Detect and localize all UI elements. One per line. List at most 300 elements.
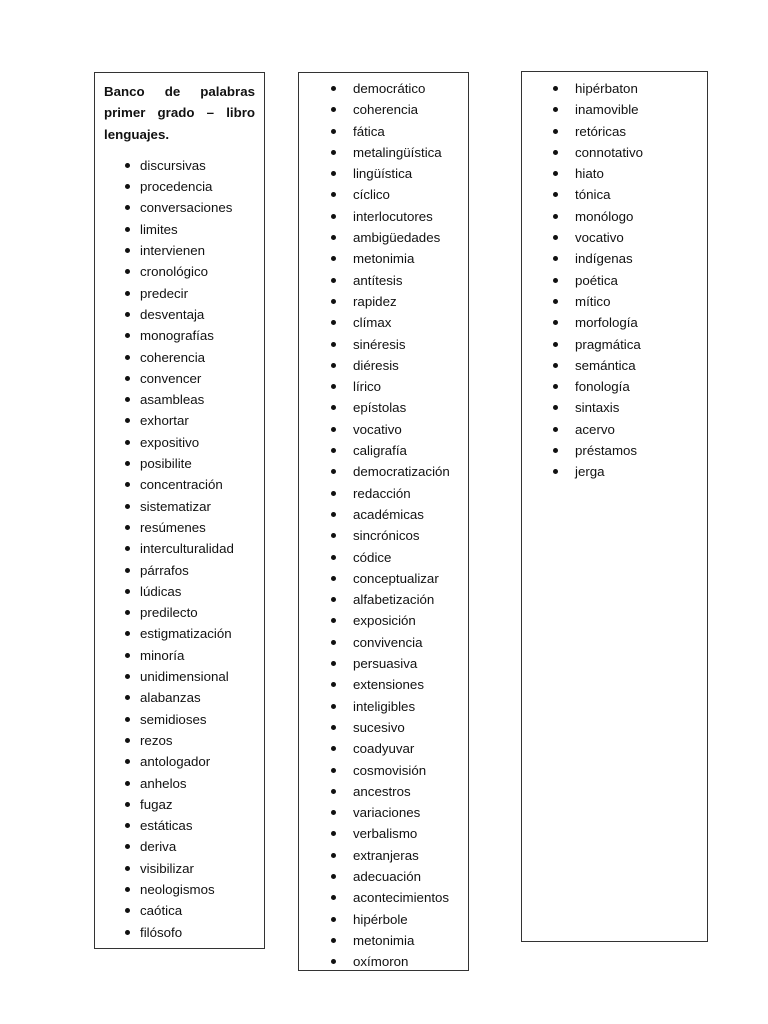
bullet-icon bbox=[331, 320, 336, 325]
word-text: alfabetización bbox=[353, 592, 435, 608]
word-list-item bbox=[299, 951, 468, 972]
word-text: vocativo bbox=[575, 230, 624, 246]
word-text: jerga bbox=[575, 464, 605, 480]
word-list-item bbox=[522, 99, 707, 120]
bullet-icon bbox=[125, 163, 130, 168]
word-text: acervo bbox=[575, 421, 615, 437]
bullet-icon bbox=[125, 568, 130, 573]
bullet-icon bbox=[125, 781, 130, 786]
bullet-icon bbox=[125, 184, 130, 189]
word-list-item bbox=[95, 836, 255, 857]
word-text: intervienen bbox=[140, 243, 206, 259]
word-list-item bbox=[95, 219, 255, 240]
bullet-icon bbox=[125, 908, 130, 913]
word-list-item bbox=[95, 453, 255, 474]
word-text: discursivas bbox=[140, 157, 206, 173]
bullet-icon bbox=[331, 342, 336, 347]
word-text: códice bbox=[353, 549, 392, 565]
bullet-icon bbox=[553, 192, 558, 197]
word-list-item bbox=[299, 802, 468, 823]
word-list-item bbox=[299, 717, 468, 738]
word-text: democrático bbox=[353, 81, 426, 96]
bullet-icon bbox=[553, 363, 558, 368]
word-list-item bbox=[299, 334, 468, 355]
bullet-icon bbox=[331, 278, 336, 283]
word-list-item bbox=[299, 78, 468, 99]
bullet-icon bbox=[331, 469, 336, 474]
bullet-icon bbox=[331, 831, 336, 836]
word-list-item bbox=[299, 866, 468, 887]
word-text: tónica bbox=[575, 187, 611, 203]
word-text: cosmovisión bbox=[353, 762, 427, 778]
word-text: metalingüística bbox=[353, 144, 442, 160]
word-list-item bbox=[95, 773, 255, 794]
word-list-item bbox=[299, 589, 468, 610]
bullet-icon bbox=[331, 853, 336, 858]
word-text: mítico bbox=[575, 293, 611, 309]
bullet-icon bbox=[553, 129, 558, 134]
word-list-item bbox=[522, 121, 707, 142]
bullet-icon bbox=[553, 278, 558, 283]
word-text: estigmatización bbox=[140, 626, 232, 642]
word-list-item bbox=[522, 461, 707, 482]
word-list-item bbox=[522, 142, 707, 163]
bullet-icon bbox=[331, 533, 336, 538]
bullet-icon bbox=[125, 333, 130, 338]
bullet-icon bbox=[331, 427, 336, 432]
word-list-item bbox=[95, 240, 255, 261]
word-text: rapidez bbox=[353, 293, 397, 309]
word-bank-column-2 bbox=[298, 72, 469, 971]
bullet-icon bbox=[331, 405, 336, 410]
bullet-icon bbox=[331, 129, 336, 134]
word-text: vocativo bbox=[353, 421, 402, 437]
bullet-icon bbox=[125, 397, 130, 402]
bullet-icon bbox=[553, 86, 558, 91]
word-list-item bbox=[299, 504, 468, 525]
word-text: procedencia bbox=[140, 179, 213, 195]
word-text: oxímoron bbox=[353, 954, 409, 970]
word-text: convencer bbox=[140, 370, 202, 386]
bullet-icon bbox=[125, 589, 130, 594]
word-list-item bbox=[522, 291, 707, 312]
bullet-icon bbox=[331, 107, 336, 112]
word-list-item bbox=[299, 99, 468, 120]
word-list-item bbox=[95, 687, 255, 708]
word-list-item bbox=[522, 163, 707, 184]
bullet-icon bbox=[331, 640, 336, 645]
word-list-item bbox=[522, 78, 707, 99]
word-list-item bbox=[95, 325, 255, 346]
word-text: variaciones bbox=[353, 805, 421, 821]
word-list-item bbox=[299, 440, 468, 461]
bullet-icon bbox=[553, 469, 558, 474]
bullet-icon bbox=[331, 384, 336, 389]
word-text: interculturalidad bbox=[140, 541, 234, 557]
word-text: metonimia bbox=[353, 932, 415, 948]
word-list-item bbox=[299, 781, 468, 802]
bullet-icon bbox=[331, 874, 336, 879]
word-list-item bbox=[95, 751, 255, 772]
word-list-item bbox=[299, 823, 468, 844]
word-text: unidimensional bbox=[140, 669, 229, 685]
word-list-item bbox=[95, 474, 255, 495]
word-list-item bbox=[299, 930, 468, 951]
word-text: sucesivo bbox=[353, 719, 405, 735]
word-text: ancestros bbox=[353, 783, 411, 799]
word-list-item bbox=[95, 645, 255, 666]
word-text: acontecimientos bbox=[353, 890, 450, 906]
word-list-item bbox=[522, 227, 707, 248]
word-list-item bbox=[299, 312, 468, 333]
word-text: inamovible bbox=[575, 102, 639, 118]
bullet-icon bbox=[331, 363, 336, 368]
word-list-item bbox=[95, 304, 255, 325]
word-list-item bbox=[522, 248, 707, 269]
bullet-icon bbox=[125, 269, 130, 274]
document-title: Banco de palabras primer grado – libro lenguajes. bbox=[104, 84, 255, 142]
word-list-2 bbox=[299, 78, 468, 972]
word-list-item bbox=[299, 887, 468, 908]
word-text: fonología bbox=[575, 379, 630, 395]
bullet-icon bbox=[553, 235, 558, 240]
word-list-1 bbox=[104, 155, 255, 943]
bullet-icon bbox=[125, 930, 130, 935]
word-list-item bbox=[95, 581, 255, 602]
word-text: sistematizar bbox=[140, 498, 211, 514]
word-text: interlocutores bbox=[353, 208, 433, 224]
bullet-icon bbox=[553, 107, 558, 112]
bullet-icon bbox=[553, 384, 558, 389]
word-text: exposición bbox=[353, 613, 416, 629]
bullet-icon bbox=[125, 631, 130, 636]
word-text: monografías bbox=[140, 328, 214, 344]
word-text: cronológico bbox=[140, 264, 209, 280]
word-text: coherencia bbox=[140, 349, 206, 365]
word-list-item bbox=[299, 461, 468, 482]
word-text: clímax bbox=[353, 315, 392, 331]
word-text: lírico bbox=[353, 379, 382, 395]
bullet-icon bbox=[125, 844, 130, 849]
word-text: hipérbaton bbox=[575, 81, 638, 96]
word-text: metonimia bbox=[353, 251, 415, 267]
word-text: académicas bbox=[353, 506, 424, 522]
word-text: conceptualizar bbox=[353, 570, 439, 586]
bullet-icon bbox=[125, 482, 130, 487]
word-list-item bbox=[95, 538, 255, 559]
word-list-item bbox=[299, 738, 468, 759]
bullet-icon bbox=[331, 895, 336, 900]
word-list-item bbox=[299, 610, 468, 631]
word-text: convivencia bbox=[353, 634, 423, 650]
bullet-icon bbox=[553, 214, 558, 219]
bullet-icon bbox=[553, 427, 558, 432]
bullet-icon bbox=[553, 171, 558, 176]
bullet-icon bbox=[125, 823, 130, 828]
word-text: hiato bbox=[575, 166, 604, 182]
bullet-icon bbox=[331, 491, 336, 496]
bullet-icon bbox=[125, 738, 130, 743]
word-text: verbalismo bbox=[353, 826, 418, 842]
word-text: pragmática bbox=[575, 336, 641, 352]
bullet-icon bbox=[125, 248, 130, 253]
word-text: sintaxis bbox=[575, 400, 620, 416]
word-list-item bbox=[95, 176, 255, 197]
bullet-icon bbox=[331, 235, 336, 240]
bullet-icon bbox=[331, 618, 336, 623]
word-text: fática bbox=[353, 123, 385, 139]
bullet-icon bbox=[125, 355, 130, 360]
bullet-icon bbox=[125, 205, 130, 210]
bullet-icon bbox=[331, 959, 336, 964]
word-list-item bbox=[95, 432, 255, 453]
bullet-icon bbox=[125, 717, 130, 722]
word-list-item bbox=[299, 142, 468, 163]
word-text: epístolas bbox=[353, 400, 407, 416]
bullet-icon bbox=[331, 810, 336, 815]
word-list-item bbox=[95, 602, 255, 623]
word-text: monólogo bbox=[575, 208, 634, 224]
word-text: asambleas bbox=[140, 392, 205, 408]
word-list-item bbox=[299, 184, 468, 205]
word-list-item bbox=[95, 730, 255, 751]
word-text: inteligibles bbox=[353, 698, 416, 714]
word-list-item bbox=[522, 397, 707, 418]
word-text: rezos bbox=[140, 732, 173, 748]
bullet-icon bbox=[331, 299, 336, 304]
word-text: deriva bbox=[140, 839, 177, 855]
bullet-icon bbox=[553, 405, 558, 410]
word-text: retóricas bbox=[575, 123, 626, 139]
word-list-item bbox=[299, 206, 468, 227]
bullet-icon bbox=[125, 610, 130, 615]
word-list-item bbox=[299, 121, 468, 142]
word-text: indígenas bbox=[575, 251, 633, 267]
word-list-item bbox=[95, 709, 255, 730]
word-list-item bbox=[522, 184, 707, 205]
word-text: neologismos bbox=[140, 881, 215, 897]
word-text: coadyuvar bbox=[353, 741, 415, 757]
bullet-icon bbox=[553, 448, 558, 453]
word-list-item bbox=[299, 760, 468, 781]
bullet-icon bbox=[331, 704, 336, 709]
word-list-item bbox=[95, 496, 255, 517]
word-list-item bbox=[522, 419, 707, 440]
word-list-item bbox=[299, 419, 468, 440]
word-text: limites bbox=[140, 221, 178, 237]
word-text: semidioses bbox=[140, 711, 207, 727]
bullet-icon bbox=[331, 938, 336, 943]
word-text: antítesis bbox=[353, 272, 403, 288]
word-list-item bbox=[95, 155, 255, 176]
word-list-item bbox=[95, 858, 255, 879]
word-list-item bbox=[299, 397, 468, 418]
word-text: posibilite bbox=[140, 456, 192, 472]
word-list-item bbox=[299, 163, 468, 184]
word-text: caligrafía bbox=[353, 443, 407, 459]
bullet-icon bbox=[125, 802, 130, 807]
word-list-item bbox=[95, 410, 255, 431]
word-list-item bbox=[95, 560, 255, 581]
word-text: filósofo bbox=[140, 924, 183, 940]
bullet-icon bbox=[331, 768, 336, 773]
bullet-icon bbox=[553, 150, 558, 155]
bullet-icon bbox=[125, 461, 130, 466]
bullet-icon bbox=[331, 171, 336, 176]
word-text: predecir bbox=[140, 285, 189, 301]
bullet-icon bbox=[125, 546, 130, 551]
bullet-icon bbox=[331, 597, 336, 602]
bullet-icon bbox=[331, 576, 336, 581]
word-list-item bbox=[299, 483, 468, 504]
word-text: minoría bbox=[140, 647, 185, 663]
bullet-icon bbox=[125, 674, 130, 679]
bullet-icon bbox=[331, 192, 336, 197]
word-text: expositivo bbox=[140, 434, 200, 450]
word-text: conversaciones bbox=[140, 200, 233, 216]
bullet-icon bbox=[331, 150, 336, 155]
word-text: sinéresis bbox=[353, 336, 406, 352]
bullet-icon bbox=[125, 653, 130, 658]
word-text: adecuación bbox=[353, 868, 422, 884]
word-list-item bbox=[95, 623, 255, 644]
word-list-item bbox=[95, 900, 255, 921]
bullet-icon bbox=[331, 746, 336, 751]
word-text: desventaja bbox=[140, 306, 205, 322]
bullet-icon bbox=[331, 512, 336, 517]
word-list-item bbox=[299, 227, 468, 248]
word-list-item bbox=[95, 389, 255, 410]
word-text: lúdicas bbox=[140, 583, 182, 599]
word-text: diéresis bbox=[353, 357, 399, 373]
word-bank-column-3 bbox=[521, 71, 708, 942]
word-text: coherencia bbox=[353, 102, 419, 118]
word-list-item bbox=[299, 845, 468, 866]
word-text: concentración bbox=[140, 477, 223, 493]
word-text: extensiones bbox=[353, 677, 424, 693]
word-text: visibilizar bbox=[140, 860, 194, 876]
word-list-item bbox=[299, 270, 468, 291]
word-text: préstamos bbox=[575, 443, 638, 459]
word-list-item bbox=[299, 909, 468, 930]
bullet-icon bbox=[331, 725, 336, 730]
word-text: anhelos bbox=[140, 775, 187, 791]
word-text: estáticas bbox=[140, 818, 193, 834]
bullet-icon bbox=[331, 682, 336, 687]
bullet-icon bbox=[331, 256, 336, 261]
word-text: cíclico bbox=[353, 187, 390, 203]
word-text: exhortar bbox=[140, 413, 189, 429]
word-list-item bbox=[299, 653, 468, 674]
word-list-item bbox=[522, 206, 707, 227]
bullet-icon bbox=[553, 256, 558, 261]
word-list-item bbox=[299, 632, 468, 653]
word-list-item bbox=[299, 696, 468, 717]
word-list-item bbox=[299, 547, 468, 568]
word-text: párrafos bbox=[140, 562, 189, 578]
bullet-icon bbox=[125, 887, 130, 892]
word-text: lingüística bbox=[353, 166, 413, 182]
word-list-item bbox=[95, 666, 255, 687]
word-text: extranjeras bbox=[353, 847, 419, 863]
word-text: democratización bbox=[353, 464, 450, 480]
word-list-item bbox=[522, 355, 707, 376]
word-text: connotativo bbox=[575, 144, 644, 160]
word-list-item bbox=[522, 376, 707, 397]
bullet-icon bbox=[125, 759, 130, 764]
word-list-item bbox=[522, 334, 707, 355]
word-list-item bbox=[299, 355, 468, 376]
bullet-icon bbox=[331, 661, 336, 666]
word-list-item bbox=[299, 291, 468, 312]
word-list-item bbox=[95, 794, 255, 815]
bullet-icon bbox=[125, 440, 130, 445]
bullet-icon bbox=[553, 299, 558, 304]
word-list-item bbox=[95, 879, 255, 900]
word-text: alabanzas bbox=[140, 690, 201, 706]
bullet-icon bbox=[553, 320, 558, 325]
word-list-item bbox=[95, 261, 255, 282]
word-list-item bbox=[522, 312, 707, 333]
bullet-icon bbox=[125, 227, 130, 232]
bullet-icon bbox=[125, 376, 130, 381]
word-list-item bbox=[299, 376, 468, 397]
bullet-icon bbox=[331, 789, 336, 794]
word-text: caótica bbox=[140, 903, 183, 919]
word-text: ambigüedades bbox=[353, 230, 441, 246]
word-text: persuasiva bbox=[353, 656, 418, 672]
word-list-item bbox=[299, 674, 468, 695]
bullet-icon bbox=[331, 214, 336, 219]
word-text: semántica bbox=[575, 357, 636, 373]
word-list-item bbox=[299, 568, 468, 589]
bullet-icon bbox=[331, 86, 336, 91]
bullet-icon bbox=[125, 866, 130, 871]
word-text: hipérbole bbox=[353, 911, 408, 927]
bullet-icon bbox=[331, 917, 336, 922]
word-list-item bbox=[95, 197, 255, 218]
word-list-item bbox=[95, 922, 255, 943]
word-bank-column-1 bbox=[94, 72, 265, 949]
bullet-icon bbox=[125, 504, 130, 509]
bullet-icon bbox=[553, 342, 558, 347]
word-text: resúmenes bbox=[140, 519, 206, 535]
word-list-item bbox=[95, 283, 255, 304]
word-text: fugaz bbox=[140, 796, 173, 812]
word-list-item bbox=[95, 368, 255, 389]
bullet-icon bbox=[125, 695, 130, 700]
word-list-item bbox=[95, 347, 255, 368]
bullet-icon bbox=[125, 312, 130, 317]
word-text: sincrónicos bbox=[353, 528, 420, 544]
word-text: predilecto bbox=[140, 605, 198, 621]
word-text: redacción bbox=[353, 485, 411, 501]
bullet-icon bbox=[125, 525, 130, 530]
word-text: poética bbox=[575, 272, 618, 288]
word-list-item bbox=[95, 815, 255, 836]
word-text: morfología bbox=[575, 315, 638, 331]
word-list-item bbox=[522, 270, 707, 291]
word-list-3 bbox=[522, 78, 707, 483]
word-list-item bbox=[522, 440, 707, 461]
word-list-item bbox=[299, 525, 468, 546]
word-list-item bbox=[299, 248, 468, 269]
bullet-icon bbox=[125, 291, 130, 296]
word-list-item bbox=[95, 517, 255, 538]
bullet-icon bbox=[331, 448, 336, 453]
bullet-icon bbox=[125, 418, 130, 423]
word-text: antologador bbox=[140, 754, 211, 770]
